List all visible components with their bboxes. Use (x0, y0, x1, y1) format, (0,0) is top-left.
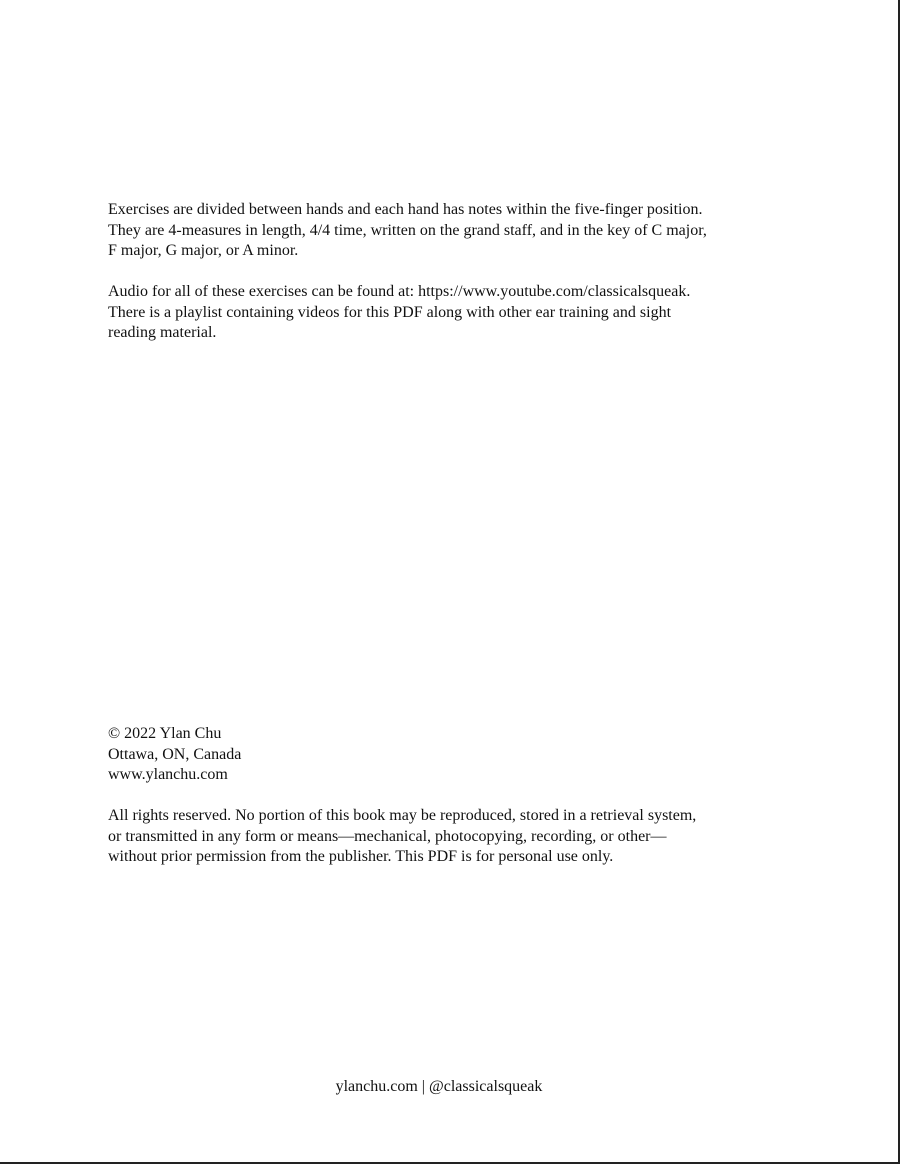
intro-paragraph-2-line-2: There is a playlist containing videos for this PDF along with other ear training and sight (108, 303, 672, 321)
rights-line-2: or transmitted in any form or means—mechanical, photocopying, recording, or other— (108, 827, 667, 845)
intro-paragraph-1-line-1: Exercises are divided between hands and each hand has notes within the five-finger position. (108, 201, 703, 218)
intro-paragraph-2-line-3: reading material. (108, 324, 217, 341)
intro-paragraph-1 (108, 200, 788, 262)
copyright-notice: © 2022 Ylan Chu (108, 725, 222, 742)
rights-paragraph (108, 806, 788, 868)
intro-paragraph-2-line-1: Audio for all of these exercises can be found at: https://www.youtube.com/classicalsqueak. (108, 283, 691, 300)
copyright-location: Ottawa, ON, Canada (108, 745, 242, 763)
intro-paragraph-1-line-3: F major, G major, or A minor. (108, 242, 299, 259)
copyright-website: www.ylanchu.com (108, 766, 228, 783)
intro-paragraph-1-line-2: They are 4-measures in length, 4/4 time, written on the grand staff, and in the key of C major, (108, 221, 707, 239)
rights-line-1: All rights reserved. No portion of this book may be reproduced, stored in a retrieval system, (108, 807, 697, 824)
rights-line-3: without prior permission from the publisher. This PDF is for personal use only. (108, 848, 614, 865)
page-footer: ylanchu.com | @classicalsqueak (335, 1078, 543, 1095)
copyright-block (108, 724, 788, 786)
intro-paragraph-2 (108, 282, 788, 344)
